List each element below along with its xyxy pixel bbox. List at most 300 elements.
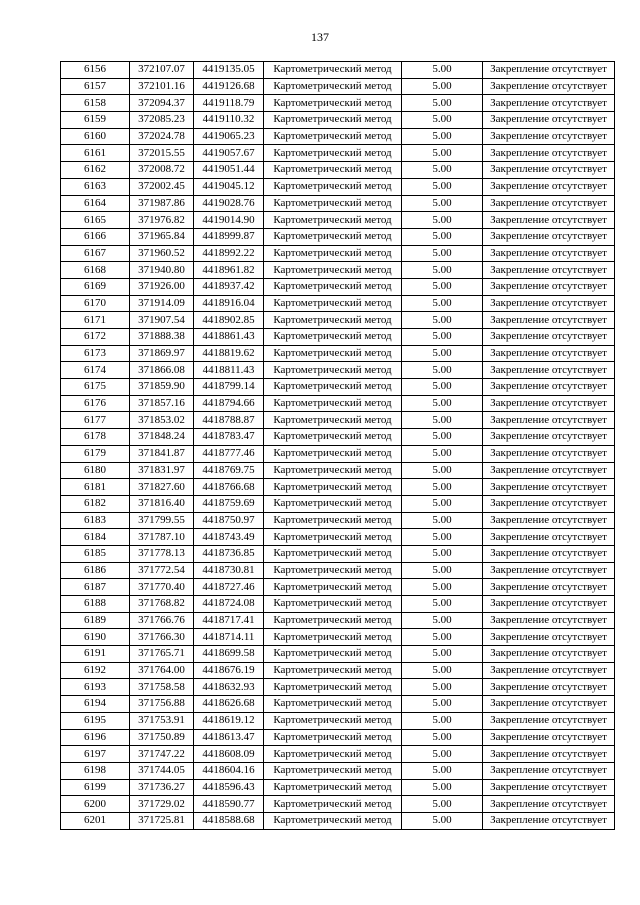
x-coordinate-cell: 371736.27 (130, 779, 194, 796)
error-cell: 5.00 (402, 128, 483, 145)
error-cell: 5.00 (402, 362, 483, 379)
x-coordinate-cell: 371859.90 (130, 379, 194, 396)
y-coordinate-cell: 4418769.75 (194, 462, 264, 479)
y-coordinate-cell: 4418730.81 (194, 562, 264, 579)
error-cell: 5.00 (402, 712, 483, 729)
y-coordinate-cell: 4418794.66 (194, 395, 264, 412)
x-coordinate-cell: 371778.13 (130, 545, 194, 562)
fixing-cell: Закрепление отсутствует (483, 312, 615, 329)
fixing-cell: Закрепление отсутствует (483, 379, 615, 396)
y-coordinate-cell: 4418676.19 (194, 662, 264, 679)
method-cell: Картометрический метод (264, 562, 402, 579)
x-coordinate-cell: 371866.08 (130, 362, 194, 379)
method-cell: Картометрический метод (264, 195, 402, 212)
x-coordinate-cell: 371729.02 (130, 796, 194, 813)
method-cell: Картометрический метод (264, 145, 402, 162)
fixing-cell: Закрепление отсутствует (483, 662, 615, 679)
error-cell: 5.00 (402, 495, 483, 512)
method-cell: Картометрический метод (264, 479, 402, 496)
table-row (61, 796, 615, 813)
table-row (61, 612, 615, 629)
x-coordinate-cell: 372002.45 (130, 178, 194, 195)
y-coordinate-cell: 4419110.32 (194, 112, 264, 129)
method-cell: Картометрический метод (264, 495, 402, 512)
x-coordinate-cell: 371756.88 (130, 696, 194, 713)
error-cell: 5.00 (402, 329, 483, 346)
point-number-cell: 6169 (61, 278, 130, 295)
fixing-cell: Закрепление отсутствует (483, 162, 615, 179)
table-row (61, 712, 615, 729)
x-coordinate-cell: 371765.71 (130, 646, 194, 663)
point-number-cell: 6165 (61, 212, 130, 229)
point-number-cell: 6201 (61, 812, 130, 829)
error-cell: 5.00 (402, 512, 483, 529)
x-coordinate-cell: 372094.37 (130, 95, 194, 112)
point-number-cell: 6184 (61, 529, 130, 546)
y-coordinate-cell: 4418632.93 (194, 679, 264, 696)
fixing-cell: Закрепление отсутствует (483, 696, 615, 713)
y-coordinate-cell: 4418811.43 (194, 362, 264, 379)
y-coordinate-cell: 4418961.82 (194, 262, 264, 279)
y-coordinate-cell: 4418608.09 (194, 746, 264, 763)
x-coordinate-cell: 371758.58 (130, 679, 194, 696)
error-cell: 5.00 (402, 445, 483, 462)
point-number-cell: 6185 (61, 545, 130, 562)
x-coordinate-cell: 371764.00 (130, 662, 194, 679)
fixing-cell: Закрепление отсутствует (483, 78, 615, 95)
y-coordinate-cell: 4418788.87 (194, 412, 264, 429)
y-coordinate-cell: 4418750.97 (194, 512, 264, 529)
table-row (61, 312, 615, 329)
point-number-cell: 6197 (61, 746, 130, 763)
error-cell: 5.00 (402, 529, 483, 546)
y-coordinate-cell: 4418759.69 (194, 495, 264, 512)
x-coordinate-cell: 371841.87 (130, 445, 194, 462)
method-cell: Картометрический метод (264, 362, 402, 379)
y-coordinate-cell: 4418861.43 (194, 329, 264, 346)
method-cell: Картометрический метод (264, 345, 402, 362)
fixing-cell: Закрепление отсутствует (483, 412, 615, 429)
point-number-cell: 6177 (61, 412, 130, 429)
fixing-cell: Закрепление отсутствует (483, 729, 615, 746)
fixing-cell: Закрепление отсутствует (483, 462, 615, 479)
table-row (61, 128, 615, 145)
fixing-cell: Закрепление отсутствует (483, 278, 615, 295)
x-coordinate-cell: 371960.52 (130, 245, 194, 262)
point-number-cell: 6172 (61, 329, 130, 346)
point-number-cell: 6175 (61, 379, 130, 396)
table-row (61, 345, 615, 362)
table-row (61, 78, 615, 95)
fixing-cell: Закрепление отсутствует (483, 429, 615, 446)
point-number-cell: 6195 (61, 712, 130, 729)
y-coordinate-cell: 4418714.11 (194, 629, 264, 646)
error-cell: 5.00 (402, 596, 483, 613)
table-row (61, 646, 615, 663)
fixing-cell: Закрепление отсутствует (483, 62, 615, 79)
method-cell: Картометрический метод (264, 212, 402, 229)
point-number-cell: 6176 (61, 395, 130, 412)
x-coordinate-cell: 371725.81 (130, 812, 194, 829)
x-coordinate-cell: 371787.10 (130, 529, 194, 546)
y-coordinate-cell: 4418724.08 (194, 596, 264, 613)
point-number-cell: 6189 (61, 612, 130, 629)
point-number-cell: 6194 (61, 696, 130, 713)
table-row (61, 245, 615, 262)
method-cell: Картометрический метод (264, 696, 402, 713)
error-cell: 5.00 (402, 662, 483, 679)
error-cell: 5.00 (402, 112, 483, 129)
fixing-cell: Закрепление отсутствует (483, 612, 615, 629)
table-row (61, 278, 615, 295)
error-cell: 5.00 (402, 95, 483, 112)
error-cell: 5.00 (402, 545, 483, 562)
x-coordinate-cell: 371848.24 (130, 429, 194, 446)
point-number-cell: 6181 (61, 479, 130, 496)
fixing-cell: Закрепление отсутствует (483, 812, 615, 829)
method-cell: Картометрический метод (264, 112, 402, 129)
point-number-cell: 6183 (61, 512, 130, 529)
table-row (61, 579, 615, 596)
page-number: 137 (311, 30, 329, 44)
point-number-cell: 6180 (61, 462, 130, 479)
point-number-cell: 6163 (61, 178, 130, 195)
method-cell: Картометрический метод (264, 178, 402, 195)
y-coordinate-cell: 4418743.49 (194, 529, 264, 546)
fixing-cell: Закрепление отсутствует (483, 128, 615, 145)
fixing-cell: Закрепление отсутствует (483, 629, 615, 646)
x-coordinate-cell: 371766.30 (130, 629, 194, 646)
method-cell: Картометрический метод (264, 329, 402, 346)
table-row (61, 779, 615, 796)
table-row (61, 629, 615, 646)
fixing-cell: Закрепление отсутствует (483, 596, 615, 613)
error-cell: 5.00 (402, 562, 483, 579)
table-row (61, 562, 615, 579)
method-cell: Картометрический метод (264, 529, 402, 546)
error-cell: 5.00 (402, 746, 483, 763)
y-coordinate-cell: 4418736.85 (194, 545, 264, 562)
point-number-cell: 6170 (61, 295, 130, 312)
method-cell: Картометрический метод (264, 462, 402, 479)
fixing-cell: Закрепление отсутствует (483, 712, 615, 729)
error-cell: 5.00 (402, 62, 483, 79)
error-cell: 5.00 (402, 295, 483, 312)
point-number-cell: 6161 (61, 145, 130, 162)
table-row (61, 529, 615, 546)
method-cell: Картометрический метод (264, 629, 402, 646)
table-row (61, 679, 615, 696)
point-number-cell: 6157 (61, 78, 130, 95)
point-number-cell: 6158 (61, 95, 130, 112)
x-coordinate-cell: 371768.82 (130, 596, 194, 613)
table-row (61, 178, 615, 195)
error-cell: 5.00 (402, 278, 483, 295)
x-coordinate-cell: 372101.16 (130, 78, 194, 95)
x-coordinate-cell: 371940.80 (130, 262, 194, 279)
x-coordinate-cell: 371853.02 (130, 412, 194, 429)
y-coordinate-cell: 4418588.68 (194, 812, 264, 829)
point-number-cell: 6186 (61, 562, 130, 579)
x-coordinate-cell: 372008.72 (130, 162, 194, 179)
y-coordinate-cell: 4418766.68 (194, 479, 264, 496)
error-cell: 5.00 (402, 579, 483, 596)
error-cell: 5.00 (402, 696, 483, 713)
x-coordinate-cell: 371827.60 (130, 479, 194, 496)
y-coordinate-cell: 4418619.12 (194, 712, 264, 729)
y-coordinate-cell: 4418937.42 (194, 278, 264, 295)
y-coordinate-cell: 4418613.47 (194, 729, 264, 746)
method-cell: Картометрический метод (264, 162, 402, 179)
method-cell: Картометрический метод (264, 712, 402, 729)
method-cell: Картометрический метод (264, 729, 402, 746)
table-row (61, 495, 615, 512)
table-row (61, 212, 615, 229)
method-cell: Картометрический метод (264, 679, 402, 696)
fixing-cell: Закрепление отсутствует (483, 212, 615, 229)
point-number-cell: 6188 (61, 596, 130, 613)
table-row (61, 145, 615, 162)
y-coordinate-cell: 4419065.23 (194, 128, 264, 145)
error-cell: 5.00 (402, 646, 483, 663)
error-cell: 5.00 (402, 195, 483, 212)
point-number-cell: 6167 (61, 245, 130, 262)
point-number-cell: 6156 (61, 62, 130, 79)
method-cell: Картометрический метод (264, 646, 402, 663)
x-coordinate-cell: 371888.38 (130, 329, 194, 346)
method-cell: Картометрический метод (264, 278, 402, 295)
table-row (61, 412, 615, 429)
point-number-cell: 6187 (61, 579, 130, 596)
table-row (61, 162, 615, 179)
table-row (61, 762, 615, 779)
x-coordinate-cell: 371747.22 (130, 746, 194, 763)
point-number-cell: 6199 (61, 779, 130, 796)
error-cell: 5.00 (402, 679, 483, 696)
error-cell: 5.00 (402, 779, 483, 796)
method-cell: Картометрический метод (264, 245, 402, 262)
method-cell: Картометрический метод (264, 662, 402, 679)
x-coordinate-cell: 371744.05 (130, 762, 194, 779)
point-number-cell: 6164 (61, 195, 130, 212)
method-cell: Картометрический метод (264, 429, 402, 446)
x-coordinate-cell: 371857.16 (130, 395, 194, 412)
point-number-cell: 6191 (61, 646, 130, 663)
y-coordinate-cell: 4418590.77 (194, 796, 264, 813)
table-row (61, 62, 615, 79)
method-cell: Картометрический метод (264, 262, 402, 279)
error-cell: 5.00 (402, 78, 483, 95)
fixing-cell: Закрепление отсутствует (483, 495, 615, 512)
table-row (61, 112, 615, 129)
error-cell: 5.00 (402, 345, 483, 362)
point-number-cell: 6178 (61, 429, 130, 446)
method-cell: Картометрический метод (264, 78, 402, 95)
fixing-cell: Закрепление отсутствует (483, 262, 615, 279)
table-row (61, 462, 615, 479)
table-row (61, 479, 615, 496)
error-cell: 5.00 (402, 212, 483, 229)
error-cell: 5.00 (402, 479, 483, 496)
point-number-cell: 6200 (61, 796, 130, 813)
x-coordinate-cell: 371976.82 (130, 212, 194, 229)
point-number-cell: 6168 (61, 262, 130, 279)
y-coordinate-cell: 4419028.76 (194, 195, 264, 212)
y-coordinate-cell: 4418783.47 (194, 429, 264, 446)
method-cell: Картометрический метод (264, 779, 402, 796)
x-coordinate-cell: 371772.54 (130, 562, 194, 579)
error-cell: 5.00 (402, 228, 483, 245)
table-row (61, 812, 615, 829)
table-row (61, 95, 615, 112)
x-coordinate-cell: 371770.40 (130, 579, 194, 596)
y-coordinate-cell: 4418916.04 (194, 295, 264, 312)
fixing-cell: Закрепление отсутствует (483, 95, 615, 112)
x-coordinate-cell: 372024.78 (130, 128, 194, 145)
fixing-cell: Закрепление отсутствует (483, 545, 615, 562)
fixing-cell: Закрепление отсутствует (483, 512, 615, 529)
y-coordinate-cell: 4419045.12 (194, 178, 264, 195)
x-coordinate-cell: 371965.84 (130, 228, 194, 245)
fixing-cell: Закрепление отсутствует (483, 329, 615, 346)
y-coordinate-cell: 4418727.46 (194, 579, 264, 596)
x-coordinate-cell: 371987.86 (130, 195, 194, 212)
y-coordinate-cell: 4418777.46 (194, 445, 264, 462)
fixing-cell: Закрепление отсутствует (483, 245, 615, 262)
point-number-cell: 6179 (61, 445, 130, 462)
table-row (61, 512, 615, 529)
fixing-cell: Закрепление отсутствует (483, 228, 615, 245)
error-cell: 5.00 (402, 462, 483, 479)
table-row (61, 362, 615, 379)
error-cell: 5.00 (402, 312, 483, 329)
method-cell: Картометрический метод (264, 228, 402, 245)
x-coordinate-cell: 371816.40 (130, 495, 194, 512)
point-number-cell: 6192 (61, 662, 130, 679)
y-coordinate-cell: 4419057.67 (194, 145, 264, 162)
method-cell: Картометрический метод (264, 128, 402, 145)
fixing-cell: Закрепление отсутствует (483, 779, 615, 796)
x-coordinate-cell: 371831.97 (130, 462, 194, 479)
point-number-cell: 6193 (61, 679, 130, 696)
method-cell: Картометрический метод (264, 395, 402, 412)
method-cell: Картометрический метод (264, 579, 402, 596)
fixing-cell: Закрепление отсутствует (483, 295, 615, 312)
x-coordinate-cell: 372085.23 (130, 112, 194, 129)
fixing-cell: Закрепление отсутствует (483, 195, 615, 212)
x-coordinate-cell: 371869.97 (130, 345, 194, 362)
y-coordinate-cell: 4418819.62 (194, 345, 264, 362)
table-row (61, 228, 615, 245)
y-coordinate-cell: 4418999.87 (194, 228, 264, 245)
fixing-cell: Закрепление отсутствует (483, 646, 615, 663)
table-row (61, 195, 615, 212)
y-coordinate-cell: 4419126.68 (194, 78, 264, 95)
point-number-cell: 6171 (61, 312, 130, 329)
method-cell: Картометрический метод (264, 512, 402, 529)
error-cell: 5.00 (402, 245, 483, 262)
x-coordinate-cell: 372107.07 (130, 62, 194, 79)
y-coordinate-cell: 4419051.44 (194, 162, 264, 179)
method-cell: Картометрический метод (264, 612, 402, 629)
fixing-cell: Закрепление отсутствует (483, 479, 615, 496)
method-cell: Картометрический метод (264, 445, 402, 462)
error-cell: 5.00 (402, 262, 483, 279)
fixing-cell: Закрепление отсутствует (483, 345, 615, 362)
error-cell: 5.00 (402, 178, 483, 195)
error-cell: 5.00 (402, 379, 483, 396)
point-number-cell: 6159 (61, 112, 130, 129)
table-row (61, 429, 615, 446)
error-cell: 5.00 (402, 812, 483, 829)
error-cell: 5.00 (402, 412, 483, 429)
fixing-cell: Закрепление отсутствует (483, 178, 615, 195)
table-row (61, 395, 615, 412)
method-cell: Картометрический метод (264, 412, 402, 429)
table-row (61, 696, 615, 713)
point-number-cell: 6173 (61, 345, 130, 362)
point-number-cell: 6162 (61, 162, 130, 179)
y-coordinate-cell: 4419135.05 (194, 62, 264, 79)
table-row (61, 379, 615, 396)
table-row (61, 445, 615, 462)
x-coordinate-cell: 371907.54 (130, 312, 194, 329)
fixing-cell: Закрепление отсутствует (483, 796, 615, 813)
fixing-cell: Закрепление отсутствует (483, 679, 615, 696)
point-number-cell: 6174 (61, 362, 130, 379)
table-row (61, 262, 615, 279)
fixing-cell: Закрепление отсутствует (483, 445, 615, 462)
y-coordinate-cell: 4418799.14 (194, 379, 264, 396)
method-cell: Картометрический метод (264, 746, 402, 763)
coordinates-table (60, 61, 615, 830)
method-cell: Картометрический метод (264, 312, 402, 329)
fixing-cell: Закрепление отсутствует (483, 562, 615, 579)
y-coordinate-cell: 4418717.41 (194, 612, 264, 629)
y-coordinate-cell: 4419118.79 (194, 95, 264, 112)
method-cell: Картометрический метод (264, 95, 402, 112)
fixing-cell: Закрепление отсутствует (483, 579, 615, 596)
point-number-cell: 6196 (61, 729, 130, 746)
point-number-cell: 6198 (61, 762, 130, 779)
method-cell: Картометрический метод (264, 596, 402, 613)
error-cell: 5.00 (402, 762, 483, 779)
x-coordinate-cell: 371750.89 (130, 729, 194, 746)
fixing-cell: Закрепление отсутствует (483, 145, 615, 162)
x-coordinate-cell: 371799.55 (130, 512, 194, 529)
table-row (61, 545, 615, 562)
y-coordinate-cell: 4418626.68 (194, 696, 264, 713)
fixing-cell: Закрепление отсутствует (483, 395, 615, 412)
method-cell: Картометрический метод (264, 295, 402, 312)
error-cell: 5.00 (402, 612, 483, 629)
error-cell: 5.00 (402, 629, 483, 646)
x-coordinate-cell: 371926.00 (130, 278, 194, 295)
y-coordinate-cell: 4418699.58 (194, 646, 264, 663)
error-cell: 5.00 (402, 796, 483, 813)
x-coordinate-cell: 371914.09 (130, 295, 194, 312)
error-cell: 5.00 (402, 729, 483, 746)
table-row (61, 295, 615, 312)
fixing-cell: Закрепление отсутствует (483, 362, 615, 379)
fixing-cell: Закрепление отсутствует (483, 112, 615, 129)
error-cell: 5.00 (402, 162, 483, 179)
y-coordinate-cell: 4418604.16 (194, 762, 264, 779)
fixing-cell: Закрепление отсутствует (483, 746, 615, 763)
error-cell: 5.00 (402, 145, 483, 162)
x-coordinate-cell: 371753.91 (130, 712, 194, 729)
y-coordinate-cell: 4418596.43 (194, 779, 264, 796)
